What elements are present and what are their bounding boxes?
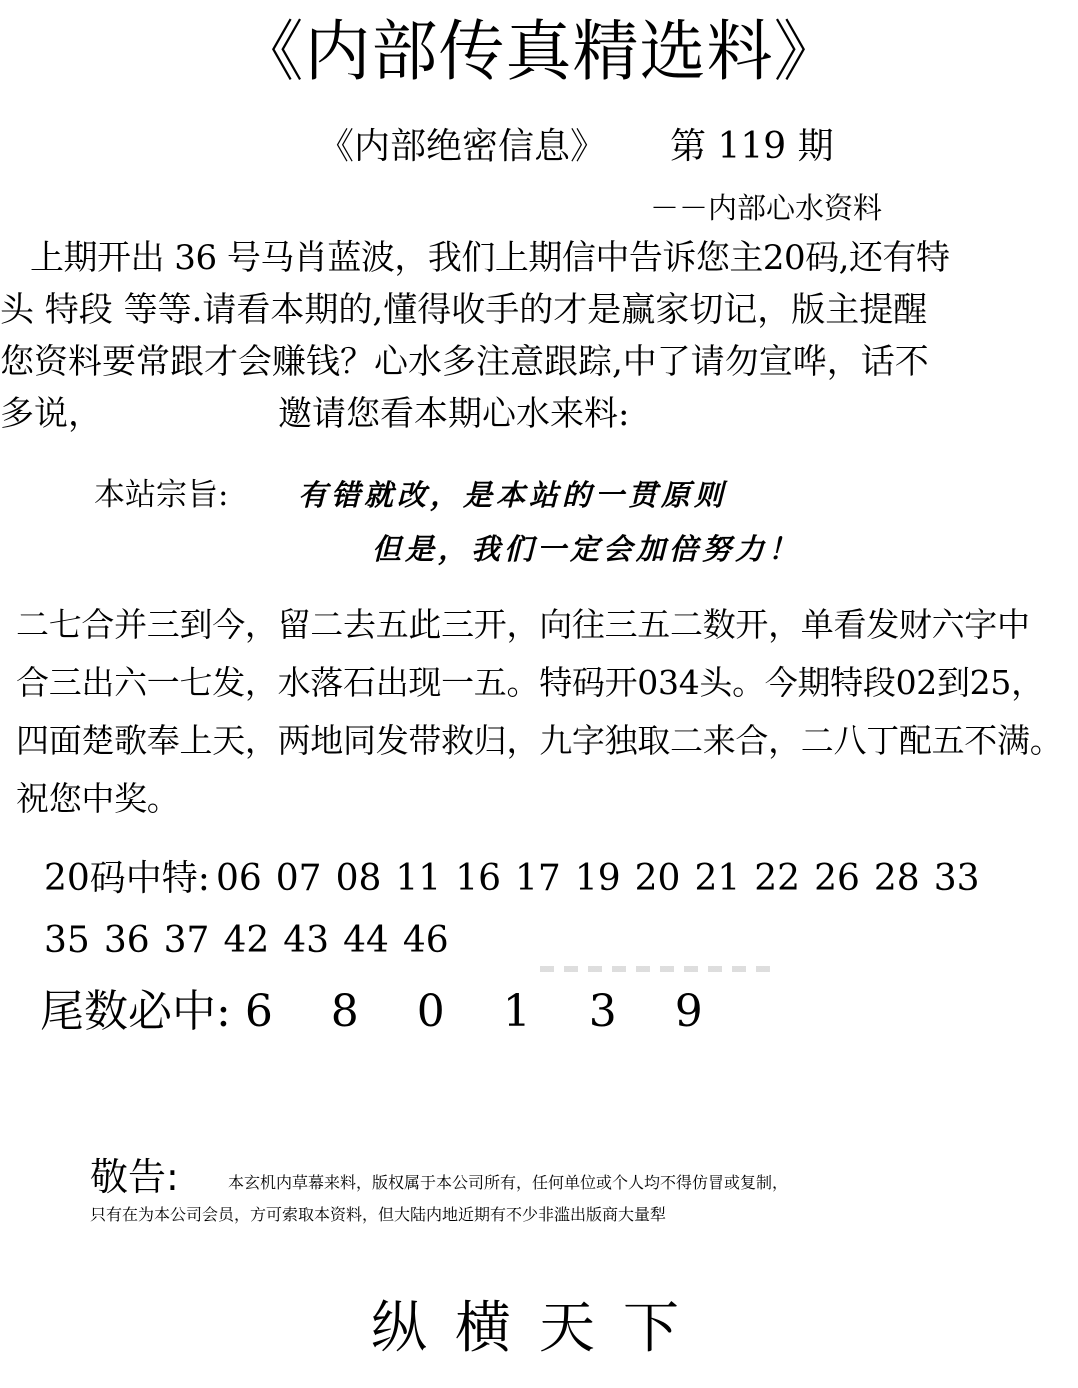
poem-line: 二七合并三到今，留二去五此三开，向往三五二数开，单看发财六字中	[16, 605, 1030, 644]
code-number: 43	[283, 920, 330, 961]
codes-row-2	[44, 910, 994, 972]
code-number: 20	[634, 858, 681, 899]
codes-block	[44, 848, 994, 972]
code-number: 16	[455, 858, 502, 899]
tail-digits-line	[40, 984, 725, 1040]
poem-block	[16, 596, 1062, 828]
codes-label: 20码中特:	[44, 858, 210, 899]
poem-line: 祝您中奖。	[16, 779, 180, 818]
intro-line: 您资料要常跟才会赚钱？心水多注意跟踪,中了请勿宣哗，话不	[0, 342, 929, 382]
code-number: 19	[574, 858, 621, 899]
notice-line-1: 本玄机内草幕来料，版权属于本公司所有，任何单位或个人均不得仿冒或复制，	[228, 1173, 789, 1192]
tail-label: 尾数必中:	[40, 986, 231, 1037]
code-number: 28	[873, 858, 920, 899]
code-number: 33	[933, 858, 980, 899]
intro-invitation: 邀请您看本期心水来料:	[278, 394, 630, 434]
code-number: 37	[163, 920, 210, 961]
code-number: 35	[44, 920, 90, 961]
mission-label: 本站宗旨:	[94, 477, 229, 513]
code-number: 06	[215, 858, 262, 899]
codes-row-1	[44, 848, 994, 910]
mission-line-2: 但是，我们一定会加倍努力！	[372, 532, 802, 566]
code-number: 42	[223, 920, 270, 961]
poem-line: 四面楚歌奉上天，两地同发带救归，九字独取二来合，二八丁配五不满。	[16, 721, 1063, 760]
issue-number: 第 119 期	[670, 126, 834, 167]
footer-slogan: 纵横天下	[371, 1296, 707, 1361]
poem-line: 合三出六一七发，水落石出现一五。特码开034头。今期特段02到25，	[16, 663, 1044, 702]
code-number: 46	[402, 920, 449, 961]
intro-line	[0, 388, 1078, 440]
tail-digits: 6 8 0 1 3 9	[244, 986, 725, 1037]
subtitle: 《内部绝密信息》	[318, 126, 607, 167]
byline: －－内部心水资料	[650, 191, 883, 225]
code-number: 22	[754, 858, 801, 899]
scan-smudge	[540, 966, 770, 972]
code-number: 21	[694, 858, 741, 899]
intro-line: 上期开出 36 号马肖蓝波，我们上期信中告诉您主20码,还有特	[30, 238, 950, 278]
notice-label: 敬告:	[90, 1155, 179, 1199]
code-number: 11	[395, 858, 442, 899]
code-number: 26	[814, 858, 860, 899]
mission-line-1: 有错就改，是本站的一贯原则	[298, 478, 728, 512]
code-number: 17	[515, 858, 561, 899]
page-title: 《内部传真精选料》	[237, 13, 841, 90]
intro-line: 头 特段 等等.请看本期的,懂得收手的才是赢家切记，版主提醒	[0, 290, 928, 330]
code-number: 36	[103, 920, 150, 961]
code-number: 44	[343, 920, 389, 961]
notice-line-2: 只有在为本公司会员，方可索取本资料，但大陆内地近期有不少非滥出版商大量犁	[90, 1205, 667, 1224]
intro-line-start: 多说，	[0, 394, 102, 434]
code-number: 07	[275, 858, 322, 899]
intro-paragraph	[0, 232, 1078, 440]
code-number: 08	[335, 858, 382, 899]
